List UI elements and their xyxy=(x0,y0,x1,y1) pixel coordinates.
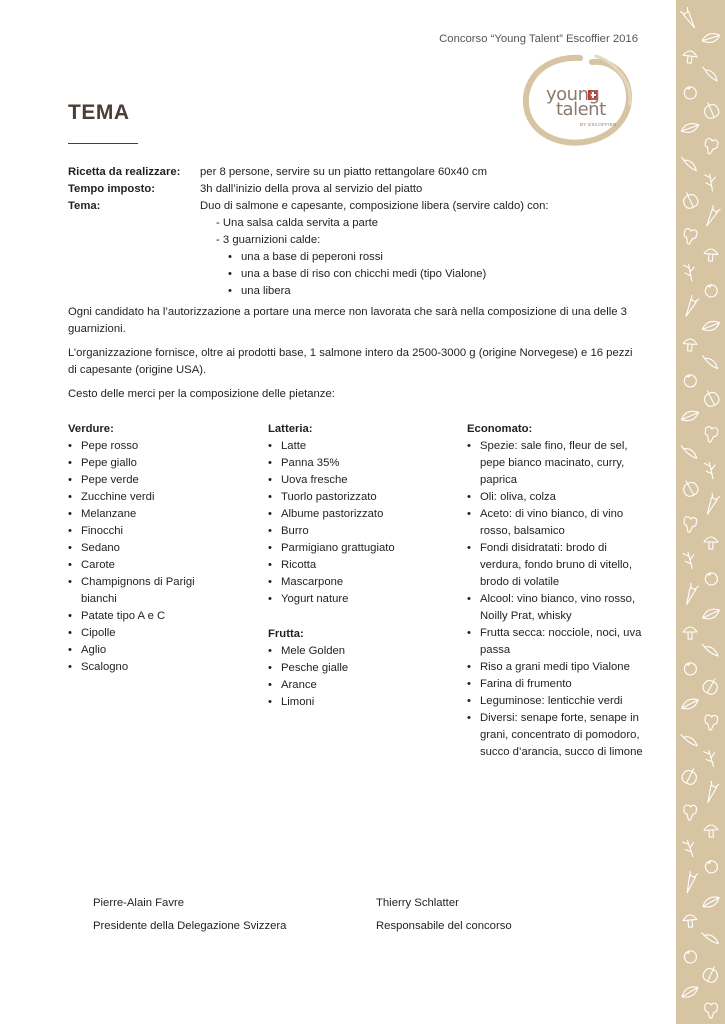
column-economato xyxy=(467,421,645,761)
theme-requirements xyxy=(216,215,486,300)
list-item: • Oli: oliva, colza xyxy=(467,489,645,506)
list-item: • Albume pastorizzato xyxy=(268,506,448,523)
list-item: • Mele Golden xyxy=(268,643,448,660)
signature-manager xyxy=(376,892,512,938)
carrot-icon xyxy=(704,781,719,803)
list-item: • Alcool: vino bianco, vino rosso, Noilly Prat, whisky xyxy=(467,591,645,625)
pumpkin-icon xyxy=(701,964,720,984)
pumpkin-icon xyxy=(701,100,720,120)
garnish-requirement: - 3 guarnizioni calde: xyxy=(216,234,321,246)
list-item: • Aceto: di vino bianco, di vino rosso, balsamico xyxy=(467,506,645,540)
chili-icon xyxy=(681,732,697,748)
column-title: Frutta: xyxy=(268,628,304,640)
carrot-icon xyxy=(683,871,697,893)
logo-text-talent: talent xyxy=(556,99,606,120)
list-item: • Latte xyxy=(268,438,448,455)
list-item: • Cipolle xyxy=(68,625,248,642)
carrot-icon xyxy=(681,8,698,30)
meta-label: Tempo imposto: xyxy=(68,183,156,195)
list-item: • Farina di frumento xyxy=(467,676,645,693)
pumpkin-icon xyxy=(680,478,700,499)
column-latteria-frutta xyxy=(268,421,448,711)
paragraph-candidate: Ogni candidato ha l’autorizzazione a portare una merce non lavorata che sarà nella composizione di una delle 3 guarnizioni. xyxy=(68,306,627,335)
broccoli-icon xyxy=(703,138,719,155)
mushroom-icon xyxy=(703,248,718,261)
list-item: • Champignons di Parigi bianchi xyxy=(68,574,216,608)
column-title: Economato: xyxy=(467,423,533,435)
garnish-list xyxy=(216,249,486,300)
tomato-icon xyxy=(682,949,698,965)
chili-icon xyxy=(681,444,696,459)
list-item: • Yogurt nature xyxy=(268,591,448,608)
tomato-icon xyxy=(704,283,719,298)
list-item: • Pesche gialle xyxy=(268,660,448,677)
broccoli-icon xyxy=(682,228,698,245)
signature-name: Thierry Schlatter xyxy=(376,897,459,909)
broccoli-icon xyxy=(683,805,697,821)
broccoli-icon xyxy=(704,1003,717,1018)
list-item: • Diversi: senape forte, senape in grani, concentrato di pomodoro, succo d’arancia, succo di limone xyxy=(467,710,645,761)
decorative-sidebar xyxy=(676,0,725,1024)
meta-value: Duo di salmone e capesante, composizione libera (servire caldo) con: xyxy=(200,200,549,212)
verdure-list xyxy=(68,438,248,676)
meta-value: 3h dall’inizio della prova al servizio del piatto xyxy=(200,183,423,195)
latteria-list xyxy=(268,438,448,608)
tomato-icon xyxy=(682,661,698,677)
list-item: • Melanzane xyxy=(68,506,248,523)
mushroom-icon xyxy=(683,914,698,927)
mushroom-icon xyxy=(704,537,718,549)
list-item: • Frutta secca: nocciole, noci, uva passa xyxy=(467,625,645,659)
chili-icon xyxy=(702,930,719,947)
leaf-icon xyxy=(702,30,720,47)
carrot-icon xyxy=(703,206,720,228)
page-title: TEMA xyxy=(68,101,130,124)
meta-row-time xyxy=(68,181,648,198)
list-item: • Uova fresche xyxy=(268,472,448,489)
vegetable-pattern xyxy=(676,0,725,1024)
mushroom-icon xyxy=(683,339,698,352)
meta-label: Tema: xyxy=(68,200,101,212)
list-item: • Sedano xyxy=(68,540,248,557)
meta-label: Ricetta da realizzare: xyxy=(68,166,181,178)
leaf-icon xyxy=(703,606,720,621)
leaf-icon xyxy=(681,120,698,136)
list-item: • Limoni xyxy=(268,694,448,711)
leaf-icon xyxy=(682,408,699,424)
carrot-icon xyxy=(682,295,698,317)
tomato-icon xyxy=(683,86,698,101)
carrot-icon xyxy=(704,493,720,515)
paragraph-basket: Cesto delle merci per la composizione delle pietanze: xyxy=(68,388,335,400)
list-item: • Pepe verde xyxy=(68,472,248,489)
recipe-meta xyxy=(68,164,648,215)
signature-name: Pierre-Alain Favre xyxy=(93,897,185,909)
list-item: • Ricotta xyxy=(268,557,448,574)
carrot-icon xyxy=(683,583,698,605)
broccoli-icon xyxy=(683,516,698,532)
leaf-icon xyxy=(682,985,698,999)
mushroom-icon xyxy=(704,825,719,838)
list-item: • Zucchine verdi xyxy=(68,489,248,506)
tomato-icon xyxy=(704,571,720,587)
list-item: • Patate tipo A e C xyxy=(68,608,248,625)
herb-icon xyxy=(684,263,697,282)
list-item: • Leguminose: lenticchie verdi xyxy=(467,693,645,710)
list-item: • una a base di peperoni rossi xyxy=(228,249,486,266)
column-title: Latteria: xyxy=(268,423,313,435)
frutta-list xyxy=(268,643,448,711)
competition-header: Concorso “Young Talent” Escoffier 2016 xyxy=(439,33,638,45)
herb-icon xyxy=(683,839,698,858)
column-title: Verdure: xyxy=(68,423,114,435)
leaf-icon xyxy=(703,895,719,909)
chili-icon xyxy=(682,157,696,171)
list-item: • Spezie: sale fino, fleur de sel, pepe bianco macinato, curry, paprica xyxy=(467,438,645,489)
list-item: • Fondi disidratati: brodo di verdura, fondo bruno di vitello, brodo di volatile xyxy=(467,540,645,591)
paragraph-organization: L’organizzazione fornisce, oltre ai prodotti base, 1 salmone intero da 2500-3000 g (origine Norvegese) e 16 pezzi di capesante (origine USA). xyxy=(68,347,633,376)
chili-icon xyxy=(702,642,718,658)
herb-icon xyxy=(704,749,719,768)
pumpkin-icon xyxy=(701,676,721,697)
signature-role: Presidente della Delegazione Svizzera xyxy=(93,920,287,932)
list-item: • Parmigiano grattugiato xyxy=(268,540,448,557)
pumpkin-icon xyxy=(680,766,700,787)
list-item: • Panna 35% xyxy=(268,455,448,472)
list-item: • Carote xyxy=(68,557,248,574)
leaf-icon xyxy=(702,318,719,334)
list-item: • Riso a grani medi tipo Vialone xyxy=(467,659,645,676)
chili-icon xyxy=(703,67,717,81)
logo-tagline: BY ESCOFFIER xyxy=(580,122,617,127)
signature-president xyxy=(93,892,286,938)
section-gap xyxy=(268,608,448,626)
list-item: • una a base di riso con chicchi medi (tipo Vialone) xyxy=(228,266,486,283)
title-underline xyxy=(68,143,138,144)
list-item: • Pepe giallo xyxy=(68,455,248,472)
list-item: • Arance xyxy=(268,677,448,694)
list-item: • Pepe rosso xyxy=(68,438,248,455)
pumpkin-icon xyxy=(680,190,699,210)
meta-row-theme xyxy=(68,198,648,215)
list-item: • Aglio xyxy=(68,642,248,659)
economato-list xyxy=(467,438,645,761)
list-item: • Finocchi xyxy=(68,523,248,540)
broccoli-icon xyxy=(704,715,718,731)
broccoli-icon xyxy=(703,426,718,443)
logo-text-young: young xyxy=(546,84,600,105)
meta-row-recipe xyxy=(68,164,648,181)
list-item: • Tuorlo pastorizzato xyxy=(268,489,448,506)
list-item: • Scalogno xyxy=(68,659,248,676)
signature-role: Responsabile del concorso xyxy=(376,920,512,932)
young-talent-logo xyxy=(518,52,638,148)
herb-icon xyxy=(683,551,697,570)
list-item: • Mascarpone xyxy=(268,574,448,591)
column-verdure xyxy=(68,421,248,676)
meta-value: per 8 persone, servire su un piatto rettangolare 60x40 cm xyxy=(200,166,487,178)
pumpkin-icon xyxy=(701,388,721,409)
chili-icon xyxy=(703,355,718,370)
herb-icon xyxy=(704,461,718,480)
mushroom-icon xyxy=(683,627,697,639)
herb-icon xyxy=(705,173,718,191)
list-item: • una libera xyxy=(228,283,486,300)
leaf-icon xyxy=(682,697,698,712)
tomato-icon xyxy=(683,373,698,388)
mushroom-icon xyxy=(682,50,697,64)
sauce-requirement: - Una salsa calda servita a parte xyxy=(216,217,379,229)
list-item: • Burro xyxy=(268,523,448,540)
tomato-icon xyxy=(703,859,719,875)
